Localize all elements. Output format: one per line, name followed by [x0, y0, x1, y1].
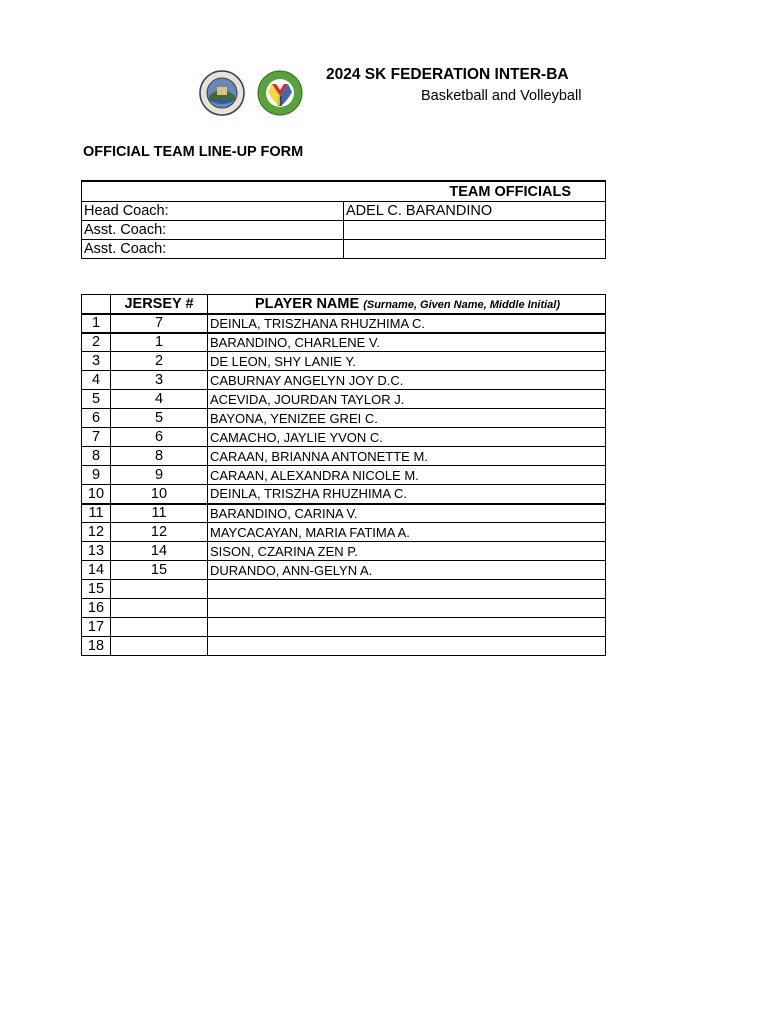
table-row	[82, 390, 606, 409]
row-number: 10	[82, 485, 111, 504]
row-number: 12	[82, 523, 111, 542]
table-row	[82, 580, 606, 599]
row-number: 11	[82, 504, 111, 523]
player-name-field[interactable]	[208, 599, 606, 618]
row-number: 15	[82, 580, 111, 599]
row-number: 2	[82, 333, 111, 352]
table-row	[82, 447, 606, 466]
player-name-field[interactable]: DE LEON, SHY LANIE Y.	[208, 352, 606, 371]
official-row	[82, 240, 606, 259]
row-number: 17	[82, 618, 111, 637]
jersey-number-field[interactable]: 4	[111, 390, 208, 409]
player-name-field[interactable]: BARANDINO, CARINA V.	[208, 504, 606, 523]
table-row	[82, 485, 606, 504]
player-name-field[interactable]: BARANDINO, CHARLENE V.	[208, 333, 606, 352]
event-title: 2024 SK FEDERATION INTER-BA	[326, 66, 569, 83]
table-row	[82, 542, 606, 561]
player-name-field[interactable]: CAMACHO, JAYLIE YVON C.	[208, 428, 606, 447]
jersey-number-field[interactable]: 5	[111, 409, 208, 428]
player-name-field[interactable]: MAYCACAYAN, MARIA FATIMA A.	[208, 523, 606, 542]
official-role: Head Coach:	[82, 202, 344, 221]
table-row	[82, 618, 606, 637]
form-title: OFFICIAL TEAM LINE-UP FORM	[83, 144, 304, 160]
table-row	[82, 333, 606, 352]
player-name-header-label: PLAYER NAME	[254, 295, 360, 312]
player-roster-table	[81, 294, 606, 656]
official-name-field[interactable]	[344, 240, 606, 259]
jersey-number-field[interactable]	[111, 580, 208, 599]
player-name-field[interactable]: DEINLA, TRISZHANA RHUZHIMA C.	[208, 314, 606, 333]
jersey-number-field[interactable]: 7	[111, 314, 208, 333]
row-number: 3	[82, 352, 111, 371]
row-number: 9	[82, 466, 111, 485]
row-number: 1	[82, 314, 111, 333]
roster-header-row	[82, 295, 606, 314]
team-officials-table	[81, 180, 606, 259]
official-name-field[interactable]	[344, 221, 606, 240]
team-officials-heading: TEAM OFFICIALS	[82, 181, 606, 202]
jersey-number-field[interactable]	[111, 599, 208, 618]
player-name-field[interactable]	[208, 637, 606, 656]
player-name-field[interactable]: CABURNAY ANGELYN JOY D.C.	[208, 371, 606, 390]
official-row	[82, 202, 606, 221]
jersey-number-field[interactable]: 9	[111, 466, 208, 485]
table-row	[82, 409, 606, 428]
row-number: 14	[82, 561, 111, 580]
jersey-number-field[interactable]: 11	[111, 504, 208, 523]
row-number: 18	[82, 637, 111, 656]
player-name-field[interactable]	[208, 580, 606, 599]
jersey-header: JERSEY #	[111, 295, 208, 314]
jersey-number-field[interactable]: 12	[111, 523, 208, 542]
row-number: 7	[82, 428, 111, 447]
player-name-header-hint: (Surname, Given Name, Middle Initial)	[363, 298, 561, 311]
jersey-number-field[interactable]: 3	[111, 371, 208, 390]
sk-federation-logo	[257, 70, 303, 116]
table-row	[82, 523, 606, 542]
player-name-field[interactable]: DURANDO, ANN-GELYN A.	[208, 561, 606, 580]
jersey-number-field[interactable]: 10	[111, 485, 208, 504]
row-number: 6	[82, 409, 111, 428]
player-name-field[interactable]: DEINLA, TRISZHA RHUZHIMA C.	[208, 485, 606, 504]
player-name-header	[208, 295, 606, 314]
table-row	[82, 504, 606, 523]
player-name-field[interactable]: CARAAN, ALEXANDRA NICOLE M.	[208, 466, 606, 485]
row-number: 4	[82, 371, 111, 390]
table-row	[82, 352, 606, 371]
table-row	[82, 466, 606, 485]
jersey-number-field[interactable]	[111, 637, 208, 656]
player-name-field[interactable]: SISON, CZARINA ZEN P.	[208, 542, 606, 561]
table-row	[82, 428, 606, 447]
row-number: 13	[82, 542, 111, 561]
jersey-number-field[interactable]: 14	[111, 542, 208, 561]
official-row	[82, 221, 606, 240]
jersey-number-field[interactable]: 8	[111, 447, 208, 466]
municipal-seal-logo	[199, 70, 245, 116]
official-name-field[interactable]: ADEL C. BARANDINO	[344, 202, 606, 221]
official-role: Asst. Coach:	[82, 240, 344, 259]
player-name-field[interactable]: BAYONA, YENIZEE GREI C.	[208, 409, 606, 428]
table-row	[82, 561, 606, 580]
officials-header-row	[82, 181, 606, 202]
row-number-header	[82, 295, 111, 314]
row-number: 5	[82, 390, 111, 409]
jersey-number-field[interactable]: 15	[111, 561, 208, 580]
table-row	[82, 637, 606, 656]
table-row	[82, 599, 606, 618]
player-name-field[interactable]: CARAAN, BRIANNA ANTONETTE M.	[208, 447, 606, 466]
jersey-number-field[interactable]: 6	[111, 428, 208, 447]
jersey-number-field[interactable]: 1	[111, 333, 208, 352]
row-number: 16	[82, 599, 111, 618]
jersey-number-field[interactable]: 2	[111, 352, 208, 371]
row-number: 8	[82, 447, 111, 466]
table-row	[82, 371, 606, 390]
player-name-field[interactable]: ACEVIDA, JOURDAN TAYLOR J.	[208, 390, 606, 409]
table-row	[82, 314, 606, 333]
player-name-field[interactable]	[208, 618, 606, 637]
event-subtitle: Basketball and Volleyball	[421, 88, 582, 104]
official-role: Asst. Coach:	[82, 221, 344, 240]
jersey-number-field[interactable]	[111, 618, 208, 637]
